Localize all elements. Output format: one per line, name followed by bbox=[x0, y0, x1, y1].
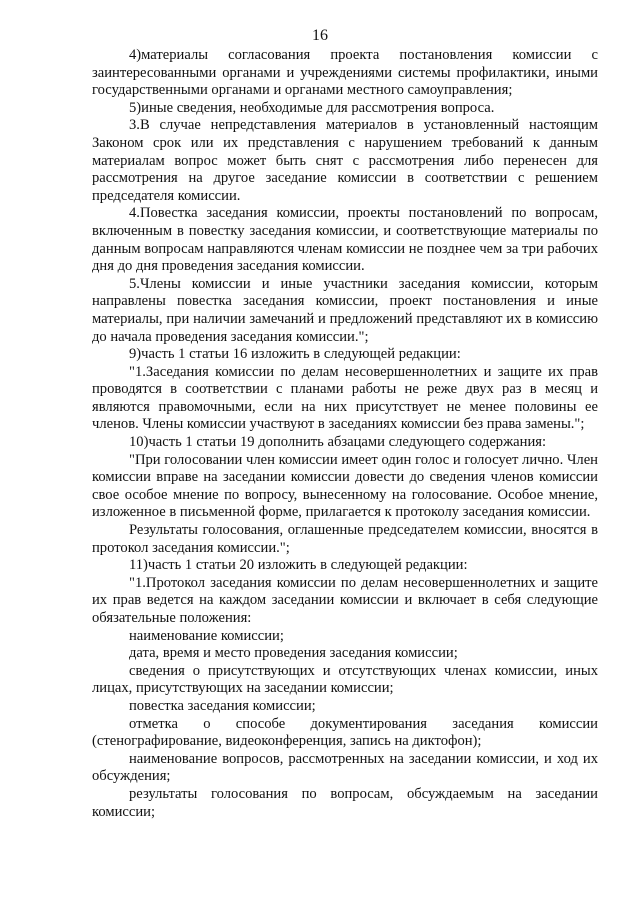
paragraph: "При голосовании член комиссии имеет один голос и голосует лично. Член комиссии вправе на заседании комиссии довести до сведения членов комиссии свое особое мнение по вопросу, вынесенному на голосование. Особое мнение, изложенное в письменной форме, прилагается к протоколу заседания комиссии. bbox=[92, 451, 598, 521]
paragraph: 10)часть 1 статьи 19 дополнить абзацами следующего содержания: bbox=[129, 434, 547, 451]
paragraph: 9)часть 1 статьи 16 изложить в следующей редакции: bbox=[129, 346, 461, 363]
paragraph: отметка о способе документирования заседания комиссии (стенографирование, видеоконференция, запись на диктофон); bbox=[92, 715, 598, 750]
paragraph: наименование вопросов, рассмотренных на заседании комиссии, и ход их обсуждения; bbox=[92, 750, 598, 785]
paragraph: результаты голосования по вопросам, обсуждаемым на заседании комиссии; bbox=[92, 785, 598, 820]
paragraph: дата, время и место проведения заседания комиссии; bbox=[129, 645, 458, 662]
page-number: 16 bbox=[312, 27, 328, 44]
paragraph: Результаты голосования, оглашенные председателем комиссии, вносятся в протокол заседания комиссии."; bbox=[92, 522, 598, 556]
paragraph: сведения о присутствующих и отсутствующих членах комиссии, иных лицах, присутствующих на заседании комиссии; bbox=[92, 662, 598, 697]
paragraph: 4)материалы согласования проекта постановления комиссии с заинтересованными органами и учреждениями системы профилактики, иными государственными органами и органами местного самоуправления; bbox=[92, 47, 598, 99]
paragraph: 5)иные сведения, необходимые для рассмотрения вопроса. bbox=[129, 99, 495, 116]
paragraph: повестка заседания комиссии; bbox=[129, 697, 316, 714]
document-body bbox=[92, 47, 598, 821]
paragraph: 11)часть 1 статьи 20 изложить в следующей редакции: bbox=[129, 557, 468, 574]
paragraph: наименование комиссии; bbox=[129, 627, 284, 644]
paragraph: "1.Протокол заседания комиссии по делам несовершеннолетних и защите их прав ведется на каждом заседании комиссии и включает в себя следующие обязательные положения: bbox=[92, 574, 598, 626]
paragraph: 4.Повестка заседания комиссии, проекты постановлений по вопросам, включенным в повестку заседания комиссии, и соответствующие материалы по данным вопросам направляются членам комиссии не позднее чем за три рабочих дня до дня проведения заседания комиссии. bbox=[92, 205, 598, 275]
paragraph: "1.Заседания комиссии по делам несовершеннолетних и защите их прав проводятся в соответствии с планами работы не реже двух раз в месяц и являются правомочными, если на них присутствует не менее половины ее членов. Члены комиссии участвуют в заседаниях комиссии без права замены."; bbox=[92, 363, 598, 433]
paragraph: 5.Члены комиссии и иные участники заседания комиссии, которым направлены повестка заседания комиссии, проект постановления и иные материалы, при наличии замечаний и предложений представляют их в комиссию до начала проведения заседания комиссии."; bbox=[92, 275, 598, 345]
paragraph: 3.В случае непредставления материалов в установленный настоящим Законом срок или их представления с нарушением требований к данным материалам вопрос может быть снят с рассмотрения либо перенесен для рассмотрения на другое заседание комиссии в соответствии с решением председателя комиссии. bbox=[92, 117, 598, 204]
